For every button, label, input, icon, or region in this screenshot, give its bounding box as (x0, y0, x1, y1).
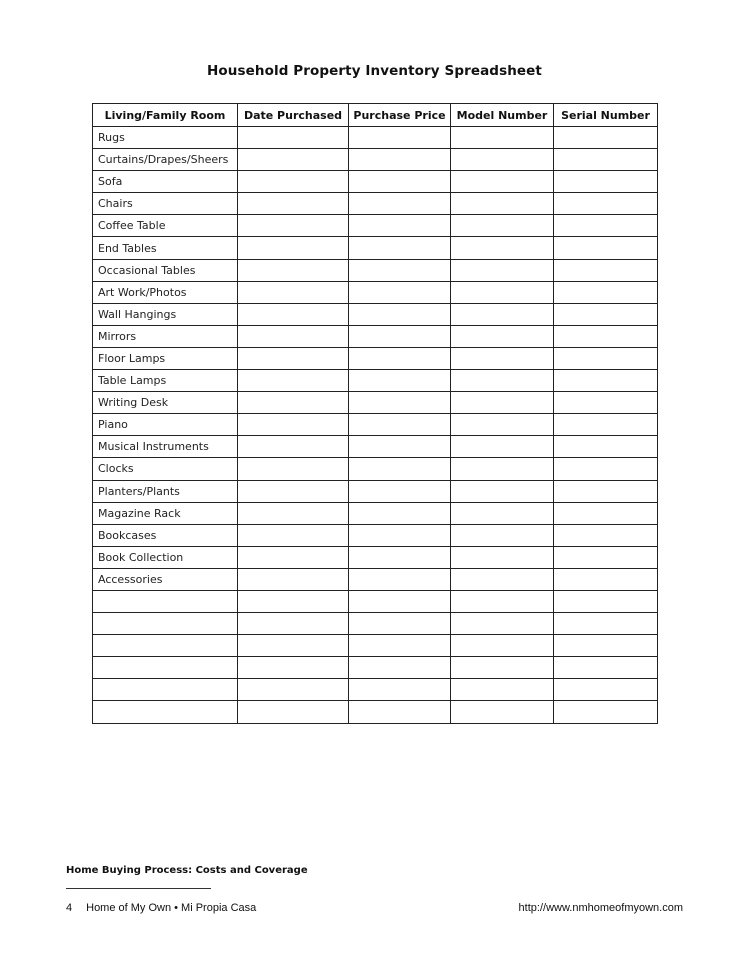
item-label: Curtains/Drapes/Sheers (93, 149, 238, 171)
serial-number-cell[interactable] (554, 613, 658, 635)
table-row (93, 347, 658, 369)
item-label: Wall Hangings (93, 303, 238, 325)
model-number-cell[interactable] (451, 347, 554, 369)
model-number-cell[interactable] (451, 657, 554, 679)
table-row (93, 635, 658, 657)
item-label: Magazine Rack (93, 502, 238, 524)
serial-number-cell[interactable] (554, 436, 658, 458)
table-row (93, 215, 658, 237)
item-label: Bookcases (93, 524, 238, 546)
model-number-cell[interactable] (451, 127, 554, 149)
serial-number-cell[interactable] (554, 193, 658, 215)
item-label (93, 701, 238, 723)
model-number-cell[interactable] (451, 590, 554, 612)
table-row (93, 325, 658, 347)
purchase-price-cell[interactable] (349, 458, 451, 480)
model-number-cell[interactable] (451, 149, 554, 171)
table-row (93, 127, 658, 149)
serial-number-cell[interactable] (554, 392, 658, 414)
model-number-cell[interactable] (451, 458, 554, 480)
serial-number-cell[interactable] (554, 458, 658, 480)
item-label: Accessories (93, 568, 238, 590)
table-row (93, 259, 658, 281)
date-purchased-cell[interactable] (238, 613, 349, 635)
model-number-cell[interactable] (451, 193, 554, 215)
serial-number-cell[interactable] (554, 259, 658, 281)
purchase-price-cell[interactable] (349, 281, 451, 303)
purchase-price-cell[interactable] (349, 215, 451, 237)
serial-number-cell[interactable] (554, 414, 658, 436)
purchase-price-cell[interactable] (349, 370, 451, 392)
purchase-price-cell[interactable] (349, 502, 451, 524)
model-number-cell[interactable] (451, 215, 554, 237)
date-purchased-cell[interactable] (238, 193, 349, 215)
serial-number-cell[interactable] (554, 215, 658, 237)
table-row (93, 436, 658, 458)
item-label (93, 590, 238, 612)
header-serial-number: Serial Number (554, 104, 658, 127)
date-purchased-cell[interactable] (238, 149, 349, 171)
date-purchased-cell[interactable] (238, 281, 349, 303)
item-label: Writing Desk (93, 392, 238, 414)
purchase-price-cell[interactable] (349, 237, 451, 259)
purchase-price-cell[interactable] (349, 679, 451, 701)
item-label: Sofa (93, 171, 238, 193)
page-number: 4 (66, 902, 73, 914)
item-label: Mirrors (93, 325, 238, 347)
date-purchased-cell[interactable] (238, 458, 349, 480)
table-header-row (93, 104, 658, 127)
model-number-cell[interactable] (451, 524, 554, 546)
item-label: Coffee Table (93, 215, 238, 237)
footer-left (66, 902, 256, 914)
model-number-cell[interactable] (451, 480, 554, 502)
purchase-price-cell[interactable] (349, 635, 451, 657)
table-row (93, 281, 658, 303)
footer-divider (66, 888, 211, 889)
date-purchased-cell[interactable] (238, 215, 349, 237)
item-label: Clocks (93, 458, 238, 480)
table-row (93, 193, 658, 215)
date-purchased-cell[interactable] (238, 679, 349, 701)
date-purchased-cell[interactable] (238, 325, 349, 347)
footer-url: http://www.nmhomeofmyown.com (518, 902, 683, 914)
date-purchased-cell[interactable] (238, 392, 349, 414)
table-row (93, 458, 658, 480)
item-label: Art Work/Photos (93, 281, 238, 303)
model-number-cell[interactable] (451, 635, 554, 657)
date-purchased-cell[interactable] (238, 590, 349, 612)
model-number-cell[interactable] (451, 303, 554, 325)
item-label: Planters/Plants (93, 480, 238, 502)
model-number-cell[interactable] (451, 546, 554, 568)
table-row (93, 392, 658, 414)
date-purchased-cell[interactable] (238, 414, 349, 436)
date-purchased-cell[interactable] (238, 657, 349, 679)
table-row (93, 237, 658, 259)
serial-number-cell[interactable] (554, 657, 658, 679)
date-purchased-cell[interactable] (238, 524, 349, 546)
inventory-table (92, 103, 658, 724)
serial-number-cell[interactable] (554, 590, 658, 612)
table-row (93, 414, 658, 436)
purchase-price-cell[interactable] (349, 193, 451, 215)
table-row (93, 524, 658, 546)
footer-heading: Home Buying Process: Costs and Coverage (66, 865, 308, 876)
table-row (93, 657, 658, 679)
model-number-cell[interactable] (451, 414, 554, 436)
purchase-price-cell[interactable] (349, 392, 451, 414)
purchase-price-cell[interactable] (349, 546, 451, 568)
table-row (93, 546, 658, 568)
item-label (93, 679, 238, 701)
table-row (93, 568, 658, 590)
table-row (93, 149, 658, 171)
model-number-cell[interactable] (451, 436, 554, 458)
model-number-cell[interactable] (451, 679, 554, 701)
header-model-number: Model Number (451, 104, 554, 127)
date-purchased-cell[interactable] (238, 480, 349, 502)
date-purchased-cell[interactable] (238, 635, 349, 657)
purchase-price-cell[interactable] (349, 347, 451, 369)
model-number-cell[interactable] (451, 701, 554, 723)
model-number-cell[interactable] (451, 325, 554, 347)
item-label (93, 657, 238, 679)
date-purchased-cell[interactable] (238, 546, 349, 568)
table-row (93, 679, 658, 701)
serial-number-cell[interactable] (554, 347, 658, 369)
model-number-cell[interactable] (451, 613, 554, 635)
date-purchased-cell[interactable] (238, 303, 349, 325)
purchase-price-cell[interactable] (349, 480, 451, 502)
item-label: Rugs (93, 127, 238, 149)
item-label: Piano (93, 414, 238, 436)
header-purchase-price: Purchase Price (349, 104, 451, 127)
date-purchased-cell[interactable] (238, 502, 349, 524)
serial-number-cell[interactable] (554, 149, 658, 171)
serial-number-cell[interactable] (554, 635, 658, 657)
purchase-price-cell[interactable] (349, 701, 451, 723)
serial-number-cell[interactable] (554, 370, 658, 392)
purchase-price-cell[interactable] (349, 259, 451, 281)
purchase-price-cell[interactable] (349, 303, 451, 325)
date-purchased-cell[interactable] (238, 701, 349, 723)
table-row (93, 480, 658, 502)
item-label (93, 613, 238, 635)
date-purchased-cell[interactable] (238, 568, 349, 590)
date-purchased-cell[interactable] (238, 237, 349, 259)
serial-number-cell[interactable] (554, 127, 658, 149)
table-row (93, 502, 658, 524)
item-label: Book Collection (93, 546, 238, 568)
serial-number-cell[interactable] (554, 171, 658, 193)
date-purchased-cell[interactable] (238, 370, 349, 392)
purchase-price-cell[interactable] (349, 414, 451, 436)
purchase-price-cell[interactable] (349, 657, 451, 679)
table-row (93, 171, 658, 193)
serial-number-cell[interactable] (554, 281, 658, 303)
purchase-price-cell[interactable] (349, 590, 451, 612)
purchase-price-cell[interactable] (349, 149, 451, 171)
serial-number-cell[interactable] (554, 303, 658, 325)
item-label: Occasional Tables (93, 259, 238, 281)
model-number-cell[interactable] (451, 568, 554, 590)
serial-number-cell[interactable] (554, 701, 658, 723)
serial-number-cell[interactable] (554, 679, 658, 701)
model-number-cell[interactable] (451, 392, 554, 414)
serial-number-cell[interactable] (554, 546, 658, 568)
item-label (93, 635, 238, 657)
model-number-cell[interactable] (451, 237, 554, 259)
serial-number-cell[interactable] (554, 480, 658, 502)
serial-number-cell[interactable] (554, 524, 658, 546)
purchase-price-cell[interactable] (349, 127, 451, 149)
model-number-cell[interactable] (451, 370, 554, 392)
purchase-price-cell[interactable] (349, 325, 451, 347)
model-number-cell[interactable] (451, 171, 554, 193)
table-row (93, 590, 658, 612)
header-date-purchased: Date Purchased (238, 104, 349, 127)
header-room: Living/Family Room (93, 104, 238, 127)
date-purchased-cell[interactable] (238, 127, 349, 149)
serial-number-cell[interactable] (554, 237, 658, 259)
purchase-price-cell[interactable] (349, 171, 451, 193)
purchase-price-cell[interactable] (349, 524, 451, 546)
table-row (93, 613, 658, 635)
serial-number-cell[interactable] (554, 568, 658, 590)
serial-number-cell[interactable] (554, 325, 658, 347)
model-number-cell[interactable] (451, 259, 554, 281)
model-number-cell[interactable] (451, 502, 554, 524)
purchase-price-cell[interactable] (349, 568, 451, 590)
table-row (93, 370, 658, 392)
purchase-price-cell[interactable] (349, 613, 451, 635)
item-label: Chairs (93, 193, 238, 215)
item-label: Table Lamps (93, 370, 238, 392)
item-label: Musical Instruments (93, 436, 238, 458)
date-purchased-cell[interactable] (238, 259, 349, 281)
page-title: Household Property Inventory Spreadsheet (207, 63, 542, 79)
serial-number-cell[interactable] (554, 502, 658, 524)
date-purchased-cell[interactable] (238, 347, 349, 369)
model-number-cell[interactable] (451, 281, 554, 303)
table-row (93, 303, 658, 325)
purchase-price-cell[interactable] (349, 436, 451, 458)
publication-name: Home of My Own • Mi Propia Casa (86, 902, 257, 914)
item-label: Floor Lamps (93, 347, 238, 369)
date-purchased-cell[interactable] (238, 171, 349, 193)
item-label: End Tables (93, 237, 238, 259)
table-row (93, 701, 658, 723)
date-purchased-cell[interactable] (238, 436, 349, 458)
